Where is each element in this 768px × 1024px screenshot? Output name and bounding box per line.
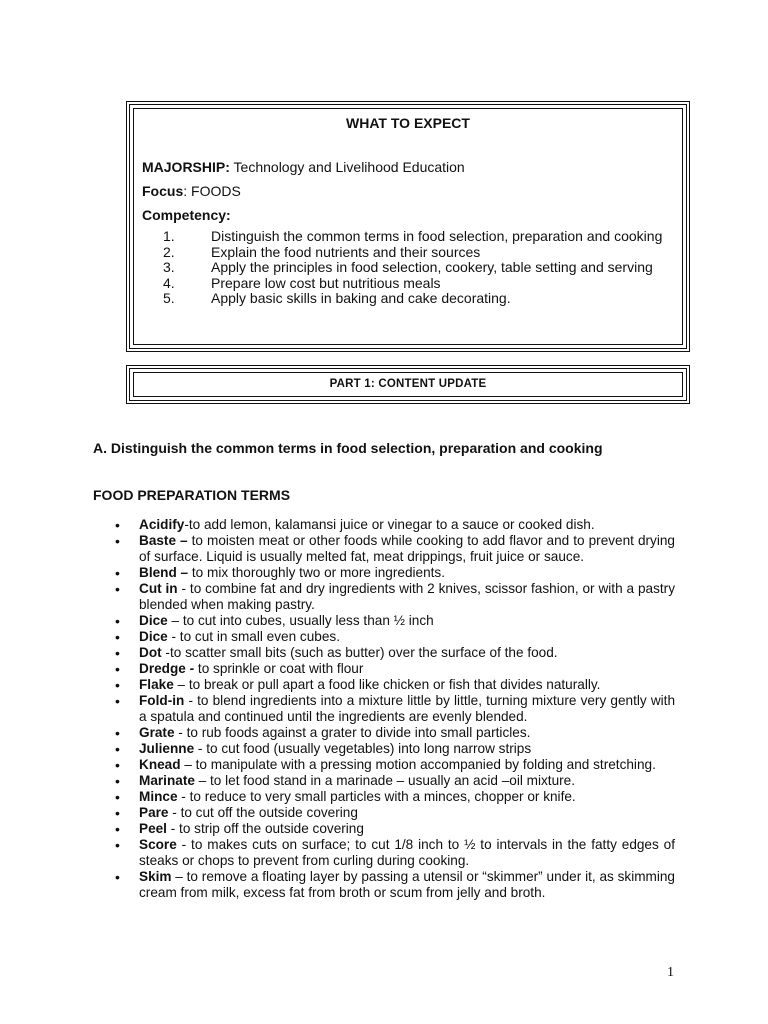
page-number: 1 [667,965,674,980]
competency-number: 4. [163,274,175,291]
term-name: Cut in [139,581,178,596]
majorship-label: MAJORSHIP: [142,159,230,175]
term-name: Pare [139,805,169,820]
term-definition: - to combine fat and dry ingredients with 2 knives, scissor fashion, or with a pastry blended when making pastry. [139,581,675,612]
focus-line [142,183,241,199]
term-name: Peel [139,821,167,836]
term-definition: – to let food stand in a marinade – usually an acid –oil mixture. [194,773,575,788]
term-item [139,533,675,565]
term-item [139,661,675,677]
term-item [139,773,675,789]
term-definition: to moisten meat or other foods while cooking to add flavor and to prevent drying of surface. Liquid is usually melted fat, meat drippings, fruit juice or sauce. [139,533,675,564]
competency-text: Prepare low cost but nutritious meals [211,274,441,291]
term-definition: – to manipulate with a pressing motion accompanied by folding and stretching. [180,757,656,772]
term-definition: – to break or pull apart a food like chicken or fish that divides naturally. [173,677,601,692]
term-name: Grate [139,725,175,740]
what-to-expect-box [126,101,690,352]
term-item [139,837,675,869]
term-definition: - to rub foods against a grater to divide into small particles. [174,725,531,740]
term-definition: - to strip off the outside covering [166,821,364,836]
section-heading: A. Distinguish the common terms in food selection, preparation and cooking [93,440,603,456]
competency-text: Distinguish the common terms in food selection, preparation and cooking [211,228,663,244]
term-name: Blend – [139,565,189,580]
term-name: Score [139,837,177,852]
term-definition: -to scatter small bits (such as butter) over the surface of the food. [161,645,558,660]
competency-text: Apply the principles in food selection, cookery, table setting and serving [211,259,653,275]
food-terms-list [139,517,675,901]
term-item [139,613,675,629]
term-name: Dice [139,629,168,644]
term-name: Flake [139,677,174,692]
majorship-line [142,159,465,175]
term-definition: - to cut food (usually vegetables) into long narrow strips [194,741,532,756]
term-item [139,693,675,725]
focus-label: Focus [142,183,184,199]
competency-number: 3. [163,259,175,275]
term-name: Marinate [139,773,195,788]
food-preparation-terms-heading: FOOD PREPARATION TERMS [93,487,291,503]
term-item [139,821,675,837]
competency-number: 2. [163,243,175,260]
term-name: Mince [139,789,178,804]
competency-number: 5. [163,290,175,306]
term-definition: -to add lemon, kalamansi juice or vinegar to a sauce or cooked dish. [184,517,595,532]
term-definition: to mix thoroughly two or more ingredients. [188,565,445,580]
term-item [139,565,675,581]
term-name: Dot [139,645,162,660]
competency-text: Explain the food nutrients and their sources [211,243,481,260]
term-item [139,869,675,901]
term-name: Acidify [139,517,185,532]
term-definition: - to makes cuts on surface; to cut 1/8 inch to ½ to intervals in the fatty edges of steaks or chops to prevent from curling during cooking. [139,837,675,868]
term-item [139,629,675,645]
term-name: Baste – [139,533,188,548]
competency-label: Competency: [142,207,231,223]
term-name: Dredge - [139,661,195,676]
focus-value: : FOODS [183,183,241,199]
term-item [139,645,675,661]
term-name: Knead [139,757,181,772]
term-item [139,741,675,757]
what-to-expect-box-inner-border [133,108,683,345]
term-item [139,677,675,693]
term-item [139,517,675,533]
competency-text: Apply basic skills in baking and cake decorating. [211,290,511,306]
term-item [139,725,675,741]
term-definition: - to reduce to very small particles with a minces, chopper or knife. [177,789,576,804]
term-item [139,757,675,773]
term-name: Dice [139,613,168,628]
term-item [139,789,675,805]
part-1-box [126,365,690,404]
term-definition: - to blend ingredients into a mixture little by little, turning mixture very gently with a spatula and continued until the ingredients are evenly blended. [139,693,675,724]
term-definition: - to cut in small even cubes. [167,629,340,644]
competency-number: 1. [163,228,175,244]
what-to-expect-title: WHAT TO EXPECT [346,115,470,131]
part-1-title: PART 1: CONTENT UPDATE [329,378,487,390]
term-item [139,581,675,613]
term-definition: to sprinkle or coat with flour [194,661,364,676]
term-item [139,805,675,821]
majorship-value: Technology and Livelihood Education [229,159,465,175]
term-definition: - to cut off the outside covering [168,805,358,820]
term-definition: – to remove a floating layer by passing a utensil or “skimmer” under it, as skimming cream from milk, excess fat from broth or scum from jelly and broth. [139,869,675,900]
term-name: Julienne [139,741,195,756]
term-definition: – to cut into cubes, usually less than ½ inch [167,613,434,628]
term-name: Skim [139,869,172,884]
term-name: Fold-in [139,693,185,708]
